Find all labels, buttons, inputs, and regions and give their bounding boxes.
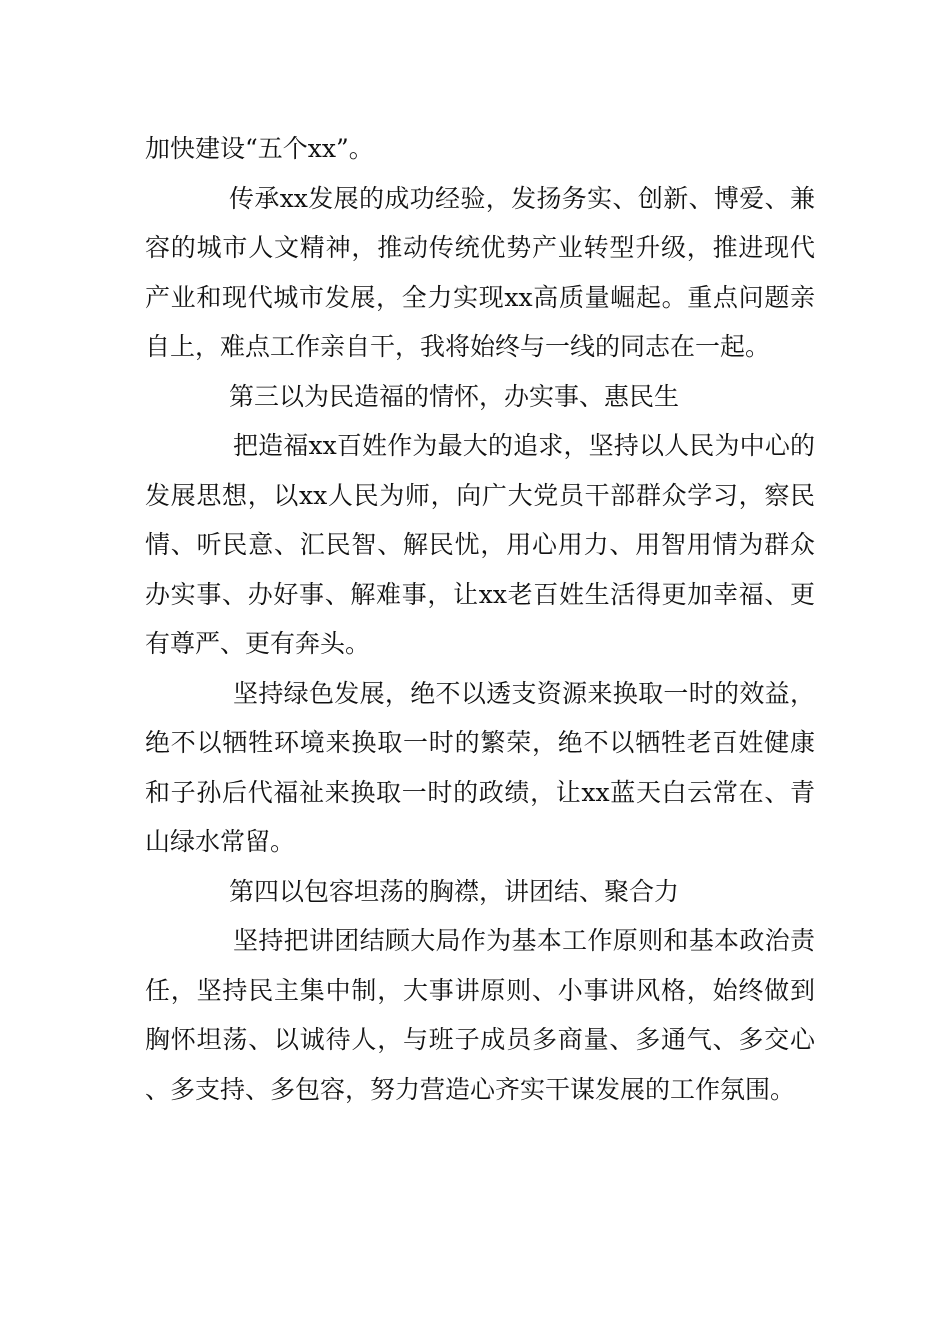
document-body (145, 124, 815, 1114)
section-heading-third: 第三以为民造福的情怀，办实事、惠民生 (229, 381, 680, 411)
paragraph-people-welfare: 把造福xx百姓作为最大的追求，坚持以人民为中心的发展思想，以xx人民为师，向广大党员干部群众学习，察民情、听民意、汇民智、解民忧，用心用力、用智用情为群众办实事、办好事、解难事，让xx老百姓生活得更加幸福、更有尊严、更有奔头。 (145, 431, 815, 658)
paragraph-unity: 坚持把讲团结顾大局作为基本工作原则和基本政治责任，坚持民主集中制，大事讲原则、小事讲风格，始终做到胸怀坦荡、以诚待人，与班子成员多商量、多通气、多交心、多支持、多包容，努力营造心齐实干谋发展的工作氛围。 (145, 926, 815, 1104)
paragraph-five-xx: 加快建设“五个xx”。 (145, 134, 374, 163)
paragraph-inherit-experience: 传承xx发展的成功经验，发扬务实、创新、博爱、兼容的城市人文精神，推动传统优势产业转型升级，推进现代产业和现代城市发展，全力实现xx高质量崛起。重点问题亲自上，难点工作亲自干，我将始终与一线的同志在一起。 (145, 183, 815, 361)
section-heading-fourth: 第四以包容坦荡的胸襟，讲团结、聚合力 (229, 876, 680, 906)
paragraph-green-development: 坚持绿色发展，绝不以透支资源来换取一时的效益，绝不以牺牲环境来换取一时的繁荣，绝不以牺牲老百姓健康和子孙后代福祉来换取一时的政绩，让xx蓝天白云常在、青山绿水常留。 (145, 678, 815, 856)
